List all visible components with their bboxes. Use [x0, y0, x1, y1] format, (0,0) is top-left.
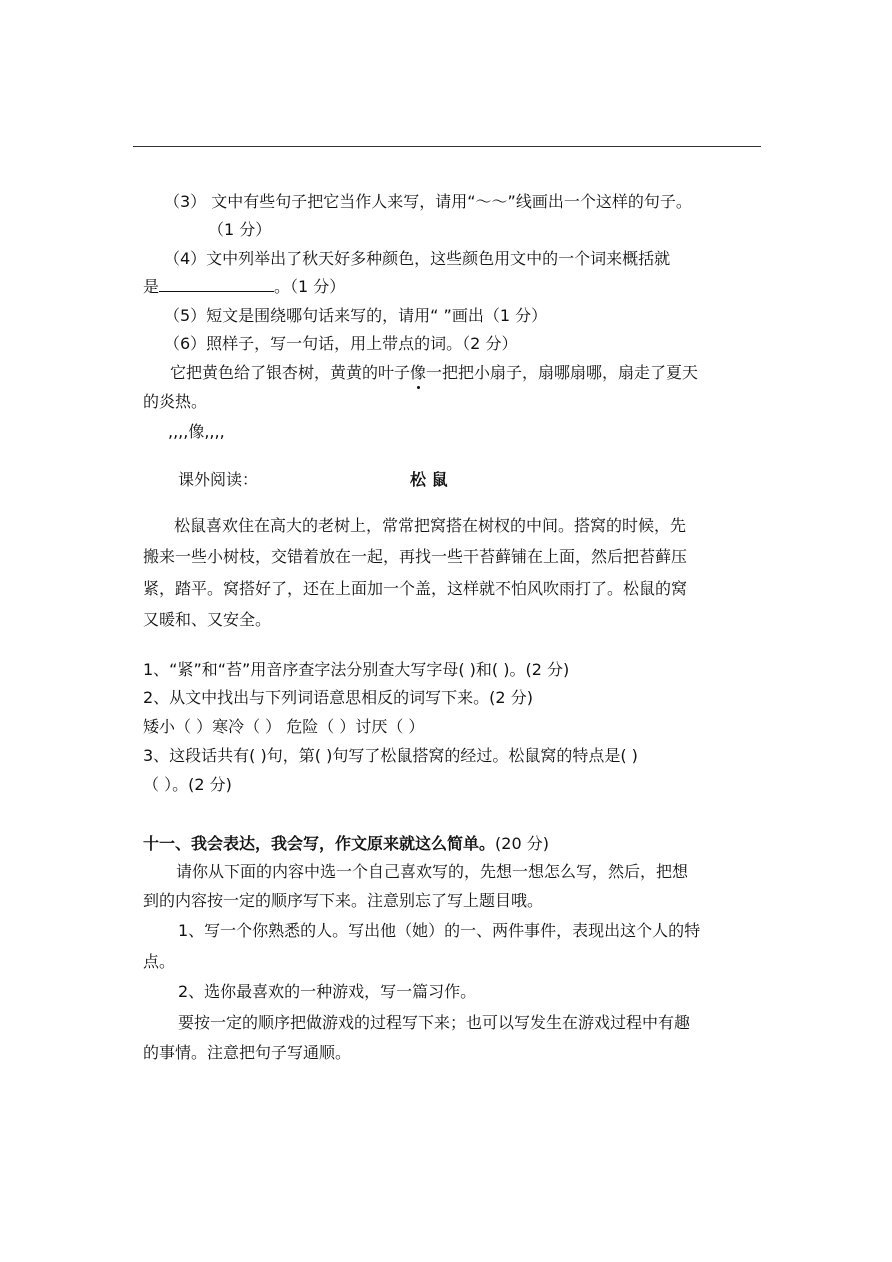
question-6: （6）照样子，写一句话，用上带点的词。（2 分）: [164, 334, 518, 353]
dotted-word: 像: [410, 363, 427, 382]
antonym-blanks: 矮小（ ）寒冷（ ） 危险（ ）讨厌（ ）: [143, 717, 425, 736]
question-3: （3） 文中有些句子把它当作人来写，请用“～～”线画出一个这样的句子。: [164, 192, 692, 211]
question-4-suffix: 。（1 分）: [274, 277, 346, 296]
reading-question-3: 3、这段话共有( )句，第( )句写了松鼠搭窝的经过。松鼠窝的特点是( ): [143, 746, 638, 765]
passage-line-1: 松鼠喜欢住在高大的老树上，常常把窝搭在树杈的中间。搭窝的时候，先: [174, 516, 687, 535]
question-4-prefix: 是: [143, 277, 160, 296]
composition-intro: 请你从下面的内容中选一个自己喜欢写的，先想一想怎么写，然后，把想: [176, 862, 689, 881]
question-4-cont: [143, 277, 345, 297]
reading-question-1: 1、“紧”和“苔”用音序查字法分别查大写字母( )和( )。(2 分): [143, 660, 570, 679]
composition-intro-cont: 到的内容按一定的顺序写下来。注意别忘了写上题目哦。: [143, 891, 544, 910]
composition-score: (20 分): [495, 834, 549, 853]
reading-label: 课外阅读：: [178, 470, 259, 489]
reading-title: 松 鼠: [410, 470, 448, 489]
example-pre: 它把黄色给了银杏树，黄黄的叶子: [170, 363, 411, 382]
passage-line-3: 紧，踏平。窝搭好了，还在上面加一个盖，这样就不怕风吹雨打了。松鼠的窝: [143, 579, 688, 598]
question-4: （4）文中列举出了秋天好多种颜色，这些颜色用文中的一个词来概括就: [164, 249, 671, 268]
example-post: 一把把小扇子，扇哪扇哪，扇走了夏天: [426, 363, 699, 382]
reading-question-3-cont: （ ）。(2 分): [143, 775, 232, 794]
question-3-score: （1 分）: [208, 220, 272, 239]
composition-requirement: 要按一定的顺序把做游戏的过程写下来；也可以写发生在游戏过程中有趣: [178, 1013, 691, 1032]
reading-question-2: 2、从文中找出与下列词语意思相反的词写下来。(2 分): [143, 688, 533, 707]
example-sentence-cont: 的炎热。: [143, 392, 208, 411]
passage-line-2: 搬来一些小树枝，交错着放在一起，再找一些干苔藓铺在上面，然后把苔藓压: [143, 547, 688, 566]
passage-line-4: 又暖和、又安全。: [143, 610, 272, 629]
header-rule: [133, 146, 761, 147]
example-sentence: [170, 363, 698, 383]
composition-option-1: 1、写一个你熟悉的人。写出他（她）的一、两件事件，表现出这个人的特: [178, 921, 701, 940]
fill-line: ,,,,像,,,,: [168, 422, 225, 441]
composition-title: 十一、我会表达，我会写，作文原来就这么简单。: [143, 834, 496, 853]
composition-requirement-cont: 的事情。注意把句子写通顺。: [143, 1043, 352, 1062]
composition-option-1-cont: 点。: [143, 952, 176, 971]
composition-option-2: 2、选你最喜欢的一种游戏，写一篇习作。: [178, 982, 477, 1001]
answer-blank[interactable]: [159, 277, 274, 292]
composition-heading: [143, 834, 549, 854]
question-5: （5）短文是围绕哪句话来写的，请用“ ”画出（1 分）: [164, 306, 548, 325]
